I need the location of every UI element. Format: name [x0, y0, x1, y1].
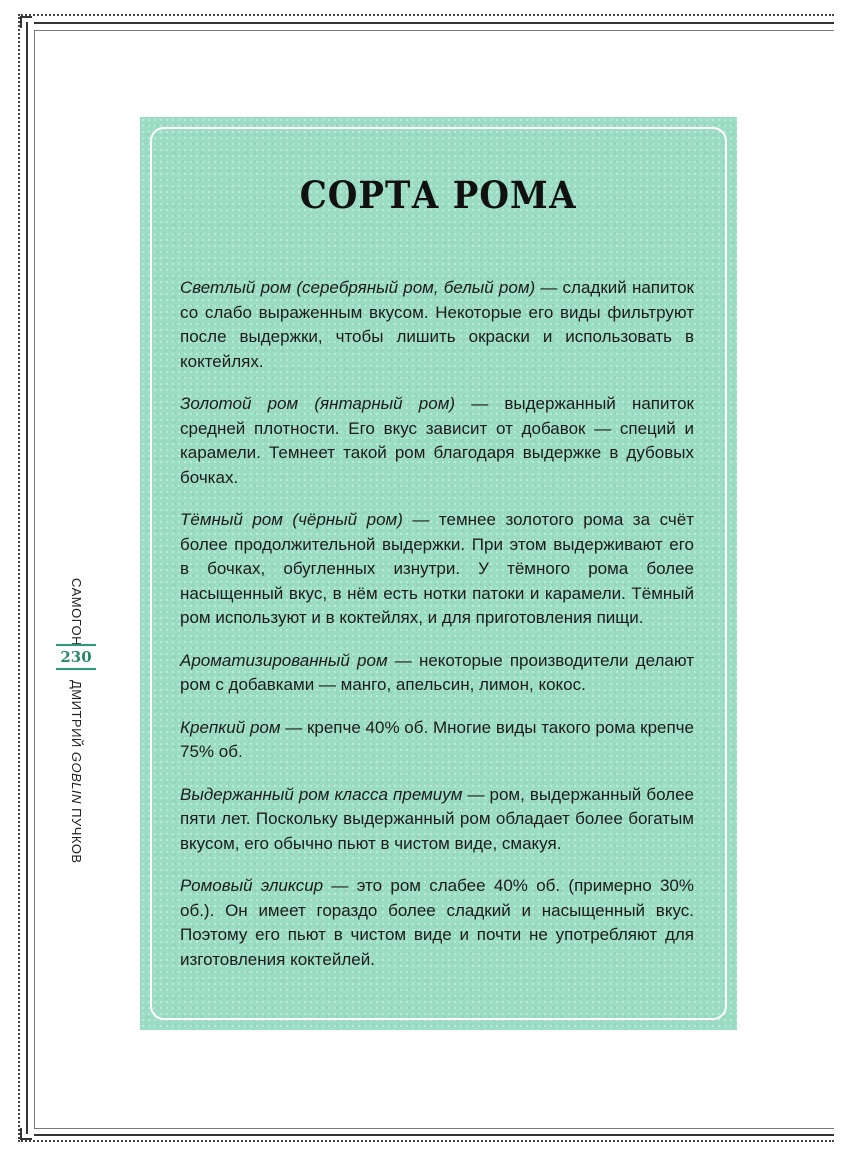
term: Золотой ром (янтарный ром) [180, 394, 456, 413]
frame-corner-top-left [20, 16, 32, 28]
frame-corner-bottom-left [20, 1128, 32, 1140]
definition: — крепче 40% об. Многие виды такого рома крепче 75% об. [180, 717, 694, 761]
paragraph-rum-elixir [180, 874, 694, 972]
definition: — темнее золотого рома за счёт более продолжительной выдержки. При этом выдерживают его в бочках, обугленных изнутри. У тёмного рома более насыщенный вкус, в нём есть нотки патоки и карамели. Тёмный ром используют и в коктейлях, и для приготовления пищи. [180, 510, 694, 627]
running-header-book-title: САМОГОН [69, 578, 84, 647]
page-frame-bottom-inner [34, 1128, 834, 1129]
paragraph-gold-rum [180, 392, 694, 490]
term: Светлый ром (серебряный ром, белый ром) [180, 278, 536, 297]
definition: — это ром слабее 40% об. (примерно 30% об.). Он имеет гораздо более сладкий и насыщенный вкус. Поэтому его пьют в чистом виде и почти не употребляют для изготовления коктейлей. [180, 876, 694, 969]
term: Ароматизированный ром [180, 650, 388, 670]
paragraph-strong-rum [180, 716, 694, 765]
running-header-author [69, 680, 84, 864]
definition: — некоторые производители делают ром с добавками — манго, апельсин, лимон, кокос. [180, 650, 694, 694]
page-frame-left-inner [34, 30, 35, 1128]
author-last-name: ПУЧКОВ [69, 804, 84, 864]
paragraph-premium-rum [180, 783, 694, 857]
definition: — сладкий напиток со слабо выраженным вкусом. Некоторые его виды фильтруют после выдержки, чтобы лишить окраски и использовать в коктейлях. [180, 278, 694, 371]
term: Тёмный ром (чёрный ром) [180, 510, 403, 529]
definition: — выдержанный напиток средней плотности. Его вкус зависит от добавок — специй и карамели. Темнеет такой ром благодаря выдержке в дубовых бочках. [180, 394, 694, 487]
card-title: СОРТА РОМА [299, 174, 578, 218]
page-frame-bottom [34, 1134, 834, 1136]
paragraph-flavored-rum [180, 649, 694, 698]
paragraph-light-rum [180, 276, 694, 374]
page-frame-top-inner [34, 30, 834, 31]
term: Ромовый эликсир [180, 876, 324, 895]
paragraph-dark-rum [180, 508, 694, 631]
page-number: 230 [56, 644, 96, 670]
term: Крепкий ром [180, 717, 281, 737]
page-frame-left [26, 22, 28, 1134]
page-frame-top [34, 22, 834, 24]
author-first-name: ДМИТРИЙ [69, 680, 84, 752]
definition: — ром, выдержанный более пяти лет. Поскольку выдержанный ром обладает более богатым вкусом, его обычно пьют в чистом виде, смакуя. [180, 784, 694, 853]
card-content [180, 276, 694, 990]
author-nickname: GOBLIN [69, 751, 84, 805]
term: Выдержанный ром класса премиум [180, 784, 463, 804]
